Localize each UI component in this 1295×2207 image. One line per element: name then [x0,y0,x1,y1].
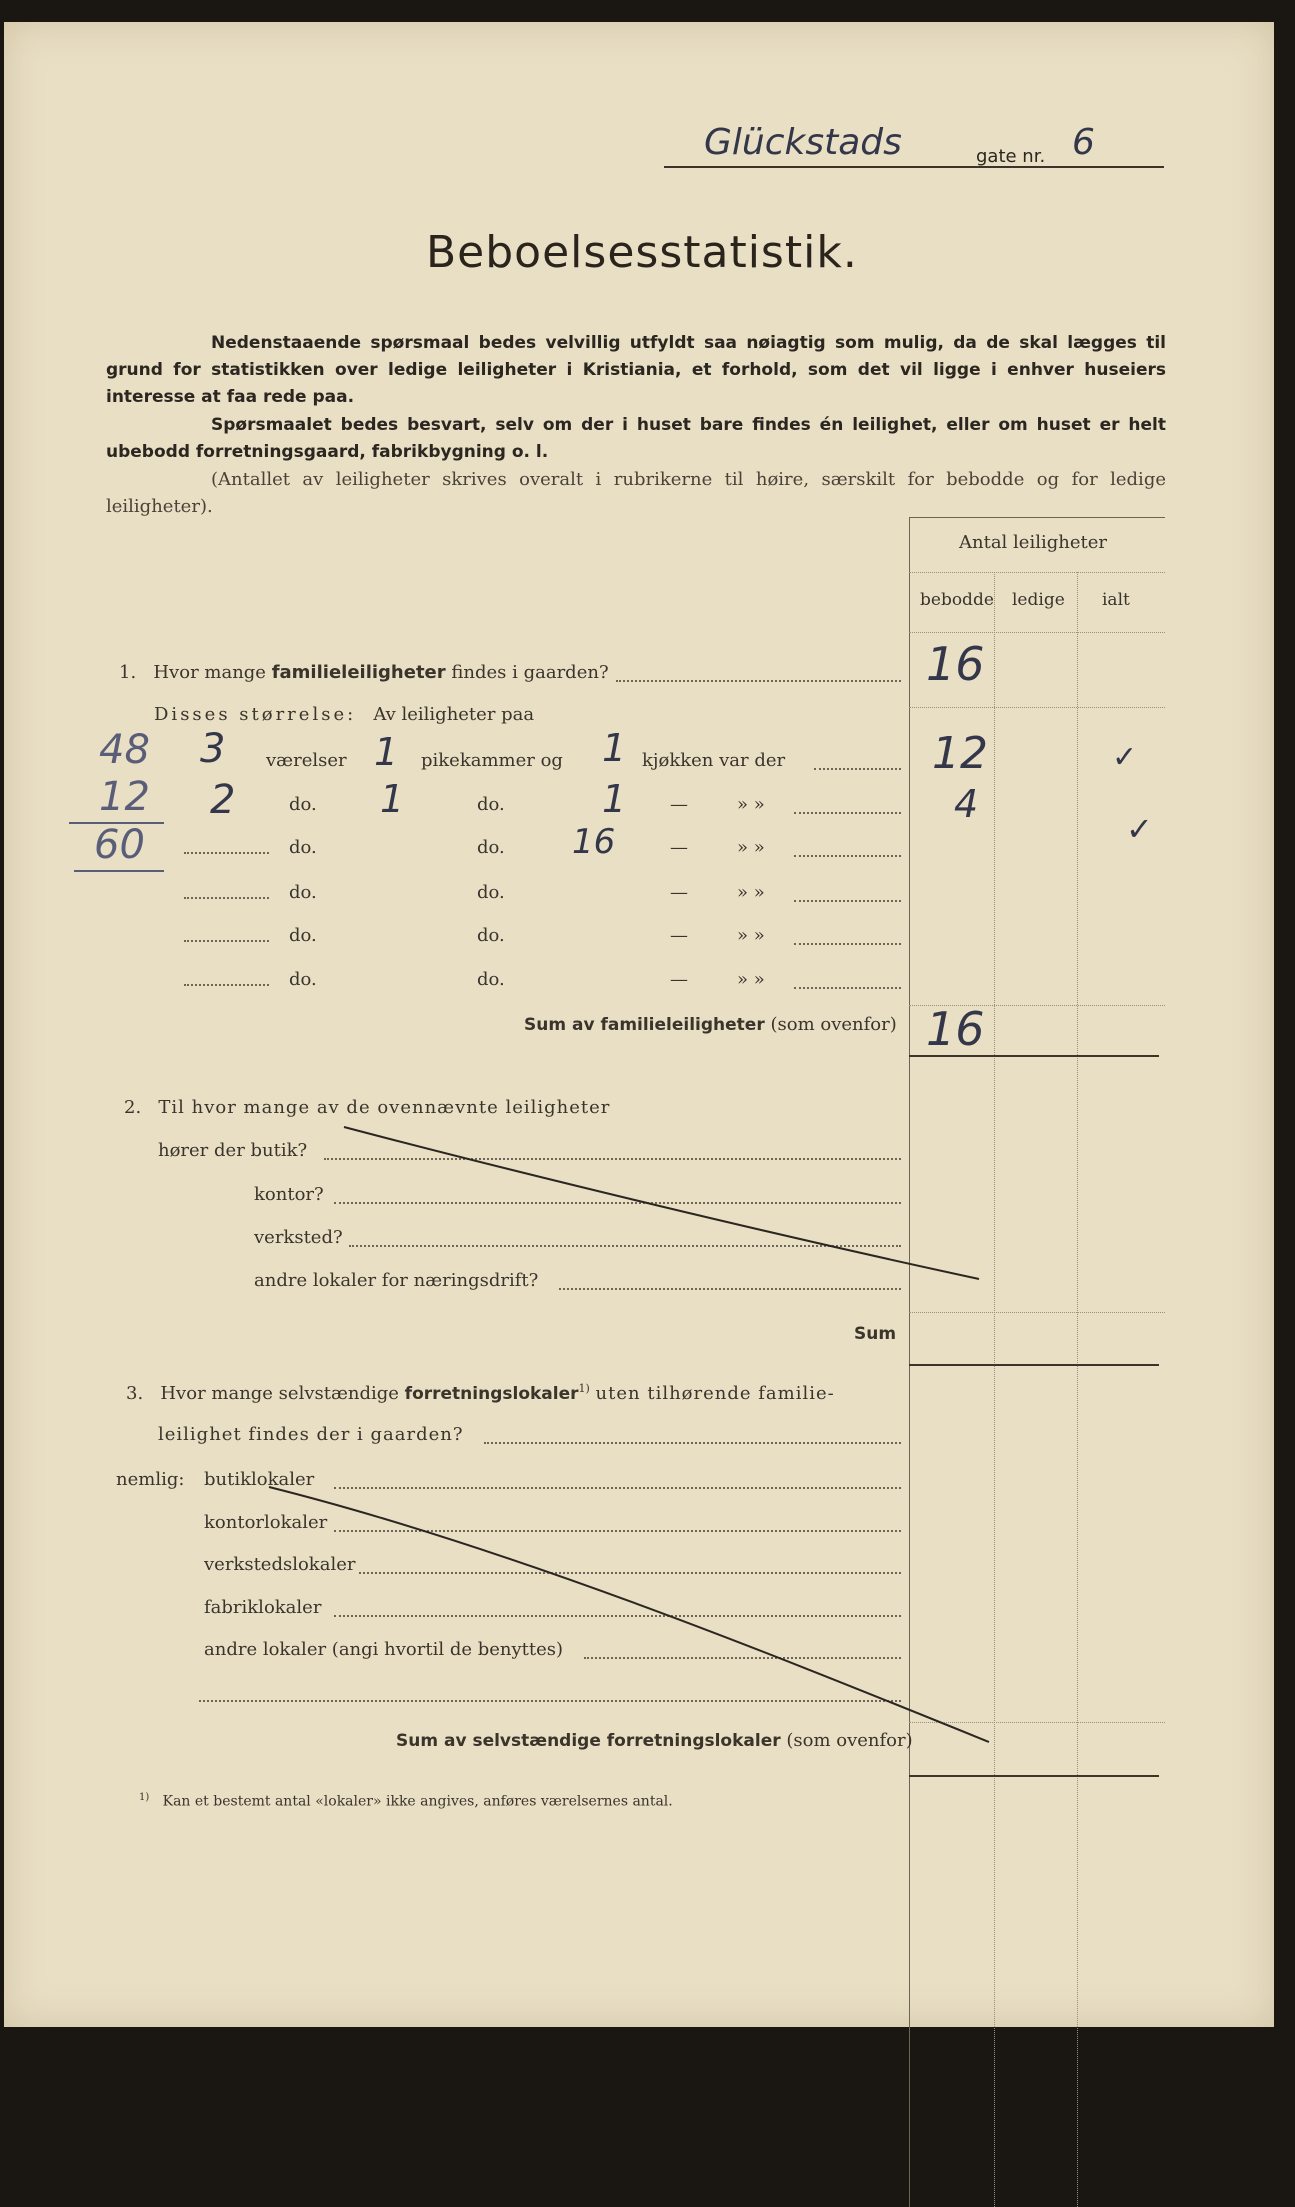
q1-row6-rooms-line [184,984,269,986]
q3-nemlig: nemlig: [116,1469,185,1490]
q1-row5-rooms-line [184,940,269,942]
q1-row2-ialt-check: ✓ [1126,810,1153,848]
col-header-bebodde: bebodde [920,590,994,610]
q1-sizes-spaced: Disses størrelse: [154,704,357,725]
q1-text [119,662,609,683]
q3-sum-label [396,1730,913,1751]
q3-line2-leader [484,1442,901,1444]
q1-sizes-intro [154,704,534,725]
q2-strike-line [334,1107,994,1287]
q3-sum-underline [909,1775,1159,1777]
q2-sum-underline [909,1364,1159,1366]
q1-sizes-text: Av leiligheter paa [373,704,535,725]
q1-sum-bebodde: 16 [926,1002,985,1056]
footnote [139,1792,673,1810]
q3-text-line2: leilighet findes der i gaarden? [158,1424,464,1445]
q1-row4-quote: » » [737,882,765,903]
form-paper [4,22,1274,2027]
q3-strike-line [259,1477,1009,1747]
q1-row6-dash: — [670,969,688,990]
table-left-border [909,517,910,2207]
table-header-bottom [909,632,1165,633]
q1-leader [616,680,901,682]
q1-row2-pike: 1 [380,777,405,821]
q1-row5-quote: » » [737,925,765,946]
col-header-ialt: ialt [1102,590,1130,610]
q1-row1-rooms: 3 [200,726,226,772]
intro-paragraph-1 [106,330,1166,411]
q1-kjokken-label: kjøkken var der [642,750,786,771]
q1-row1-ialt-check: ✓ [1112,740,1138,775]
q3-footnote-mark: 1) [578,1382,590,1395]
q1-pikekammer-label: pikekammer og [421,750,563,771]
q3-item-kontor: kontorlokaler [204,1512,328,1533]
q2-andre-leader [559,1288,901,1290]
q1-row2-do-2: do. [477,794,505,815]
q1-row2-quote: » » [737,794,765,815]
q2-question: Til hvor mange av de ovennævnte leiligheter [158,1097,611,1118]
q3-text-b: uten tilhørende familie- [595,1383,835,1404]
q1-row3-rooms-line [184,852,269,854]
q1-row3-dash: — [670,837,688,858]
q1-vaerelser-label: værelser [266,750,347,771]
q1-sum-underline [909,1055,1159,1057]
gate-number-handwritten: 6 [1072,122,1095,163]
q1-row6-quote: » » [737,969,765,990]
street-underline [664,166,1164,168]
q1-row4-rooms-line [184,897,269,899]
q1-row2-leader [794,812,901,814]
q1-row2-bebodde: 4 [954,782,979,826]
q1-text-b: findes i gaarden? [451,662,609,683]
q1-row2-rooms: 2 [210,777,236,823]
table-header-divider [909,572,1165,573]
q3-text [126,1382,835,1404]
q1-row5-leader [794,943,901,945]
q2-item-kontor: kontor? [254,1184,324,1205]
footnote-text: Kan et bestemt antal «lokaler» ikke angives, anføres værelsernes antal. [162,1793,673,1810]
q1-row1-pike: 1 [374,730,399,774]
q2-item-andre: andre lokaler for næringsdrift? [254,1270,539,1291]
q3-sum-rest: (som ovenfor) [786,1730,913,1751]
q3-item-fabrik: fabriklokaler [204,1597,322,1618]
q1-bebodde-value: 16 [926,637,985,691]
q1-sum-rest: (som ovenfor) [770,1014,897,1035]
q1-sum-bold: Sum av familieleiligheter [524,1015,765,1035]
q3-item-butik: butiklokaler [204,1469,315,1490]
q3-item-andre: andre lokaler (angi hvortil de benyttes) [204,1639,564,1660]
q3-item-verksted: verkstedslokaler [204,1554,356,1575]
q1-number: 1. [119,662,137,683]
q1-row4-leader [794,900,901,902]
intro-text-2: Spørsmaalet bedes besvart, selv om der i huset bare findes én leilighet, eller om huset er helt ubebodd forretningsgaard, fabrikbygning o. l. [106,415,1166,462]
col-divider-1 [994,572,995,2207]
intro-paragraph-3 [106,466,1166,520]
q2-rows-bottom [909,1312,1165,1313]
q1-row5-dash: — [670,925,688,946]
page-title: Beboelsesstatistik. [426,227,858,278]
q1-text-bold: familieleiligheter [271,662,446,683]
q2-number: 2. [124,1097,142,1118]
q1-text-a: Hvor mange [153,662,266,683]
col-divider-2 [1077,572,1078,2207]
margin-calc-b: 12 [99,774,150,820]
intro-text-1: Nedenstaaende spørsmaal bedes velvillig utfyldt saa nøiagtig som mulig, da de skal lægges til grund for statistikken over ledige leiligheter i Kristiania, et forhold, som det vil ligge i enhver huseiers interesse at faa rede paa. [106,333,1166,407]
q1-row6-do-2: do. [477,969,505,990]
q2-item-butik: hører der butik? [158,1140,308,1161]
q3-text-a: Hvor mange selvstændige [160,1383,399,1404]
intro-text-3: (Antallet av leiligheter skrives overalt i rubrikerne til høire, særskilt for bebodde og for ledige leiligheter). [106,469,1166,517]
q1-row-line [909,707,1165,708]
q1-row1-leader [814,768,901,770]
q1-row3-kjokken: 16 [572,822,616,862]
q1-row6-do-1: do. [289,969,317,990]
margin-calc-underline [74,870,164,872]
q3-number: 3. [126,1383,144,1404]
q1-row1-bebodde: 12 [932,728,988,779]
street-name-handwritten: Glückstads [704,122,902,163]
q1-row5-do-1: do. [289,925,317,946]
gate-label: gate nr. [976,146,1046,167]
q2-sum-label: Sum [854,1324,897,1344]
q1-row2-do-1: do. [289,794,317,815]
q1-row3-do-2: do. [477,837,505,858]
q1-row6-leader [794,987,901,989]
footnote-mark: 1) [139,1792,150,1803]
margin-calc-c: 60 [94,822,145,868]
q1-row2-kjokken: 1 [602,777,627,821]
q3-text-bold: forretningslokaler [404,1384,579,1404]
q1-row2-dash: — [670,794,688,815]
q1-row1-kjokken: 1 [602,726,627,770]
q1-row3-quote: » » [737,837,765,858]
col-header-ledige: ledige [1012,590,1065,610]
intro-paragraph-2 [106,412,1166,466]
q1-sum-label [524,1014,897,1035]
q3-sum-bold: Sum av selvstændige forretningslokaler [396,1731,781,1751]
q1-row4-dash: — [670,882,688,903]
table-group-header: Antal leiligheter [959,532,1107,553]
q1-row4-do-2: do. [477,882,505,903]
q1-row3-leader [794,855,901,857]
table-top-border [909,517,1165,518]
margin-calc-a: 48 [99,727,150,773]
q1-row4-do-1: do. [289,882,317,903]
q1-row3-do-1: do. [289,837,317,858]
q2-item-verksted: verksted? [254,1227,343,1248]
q1-row5-do-2: do. [477,925,505,946]
